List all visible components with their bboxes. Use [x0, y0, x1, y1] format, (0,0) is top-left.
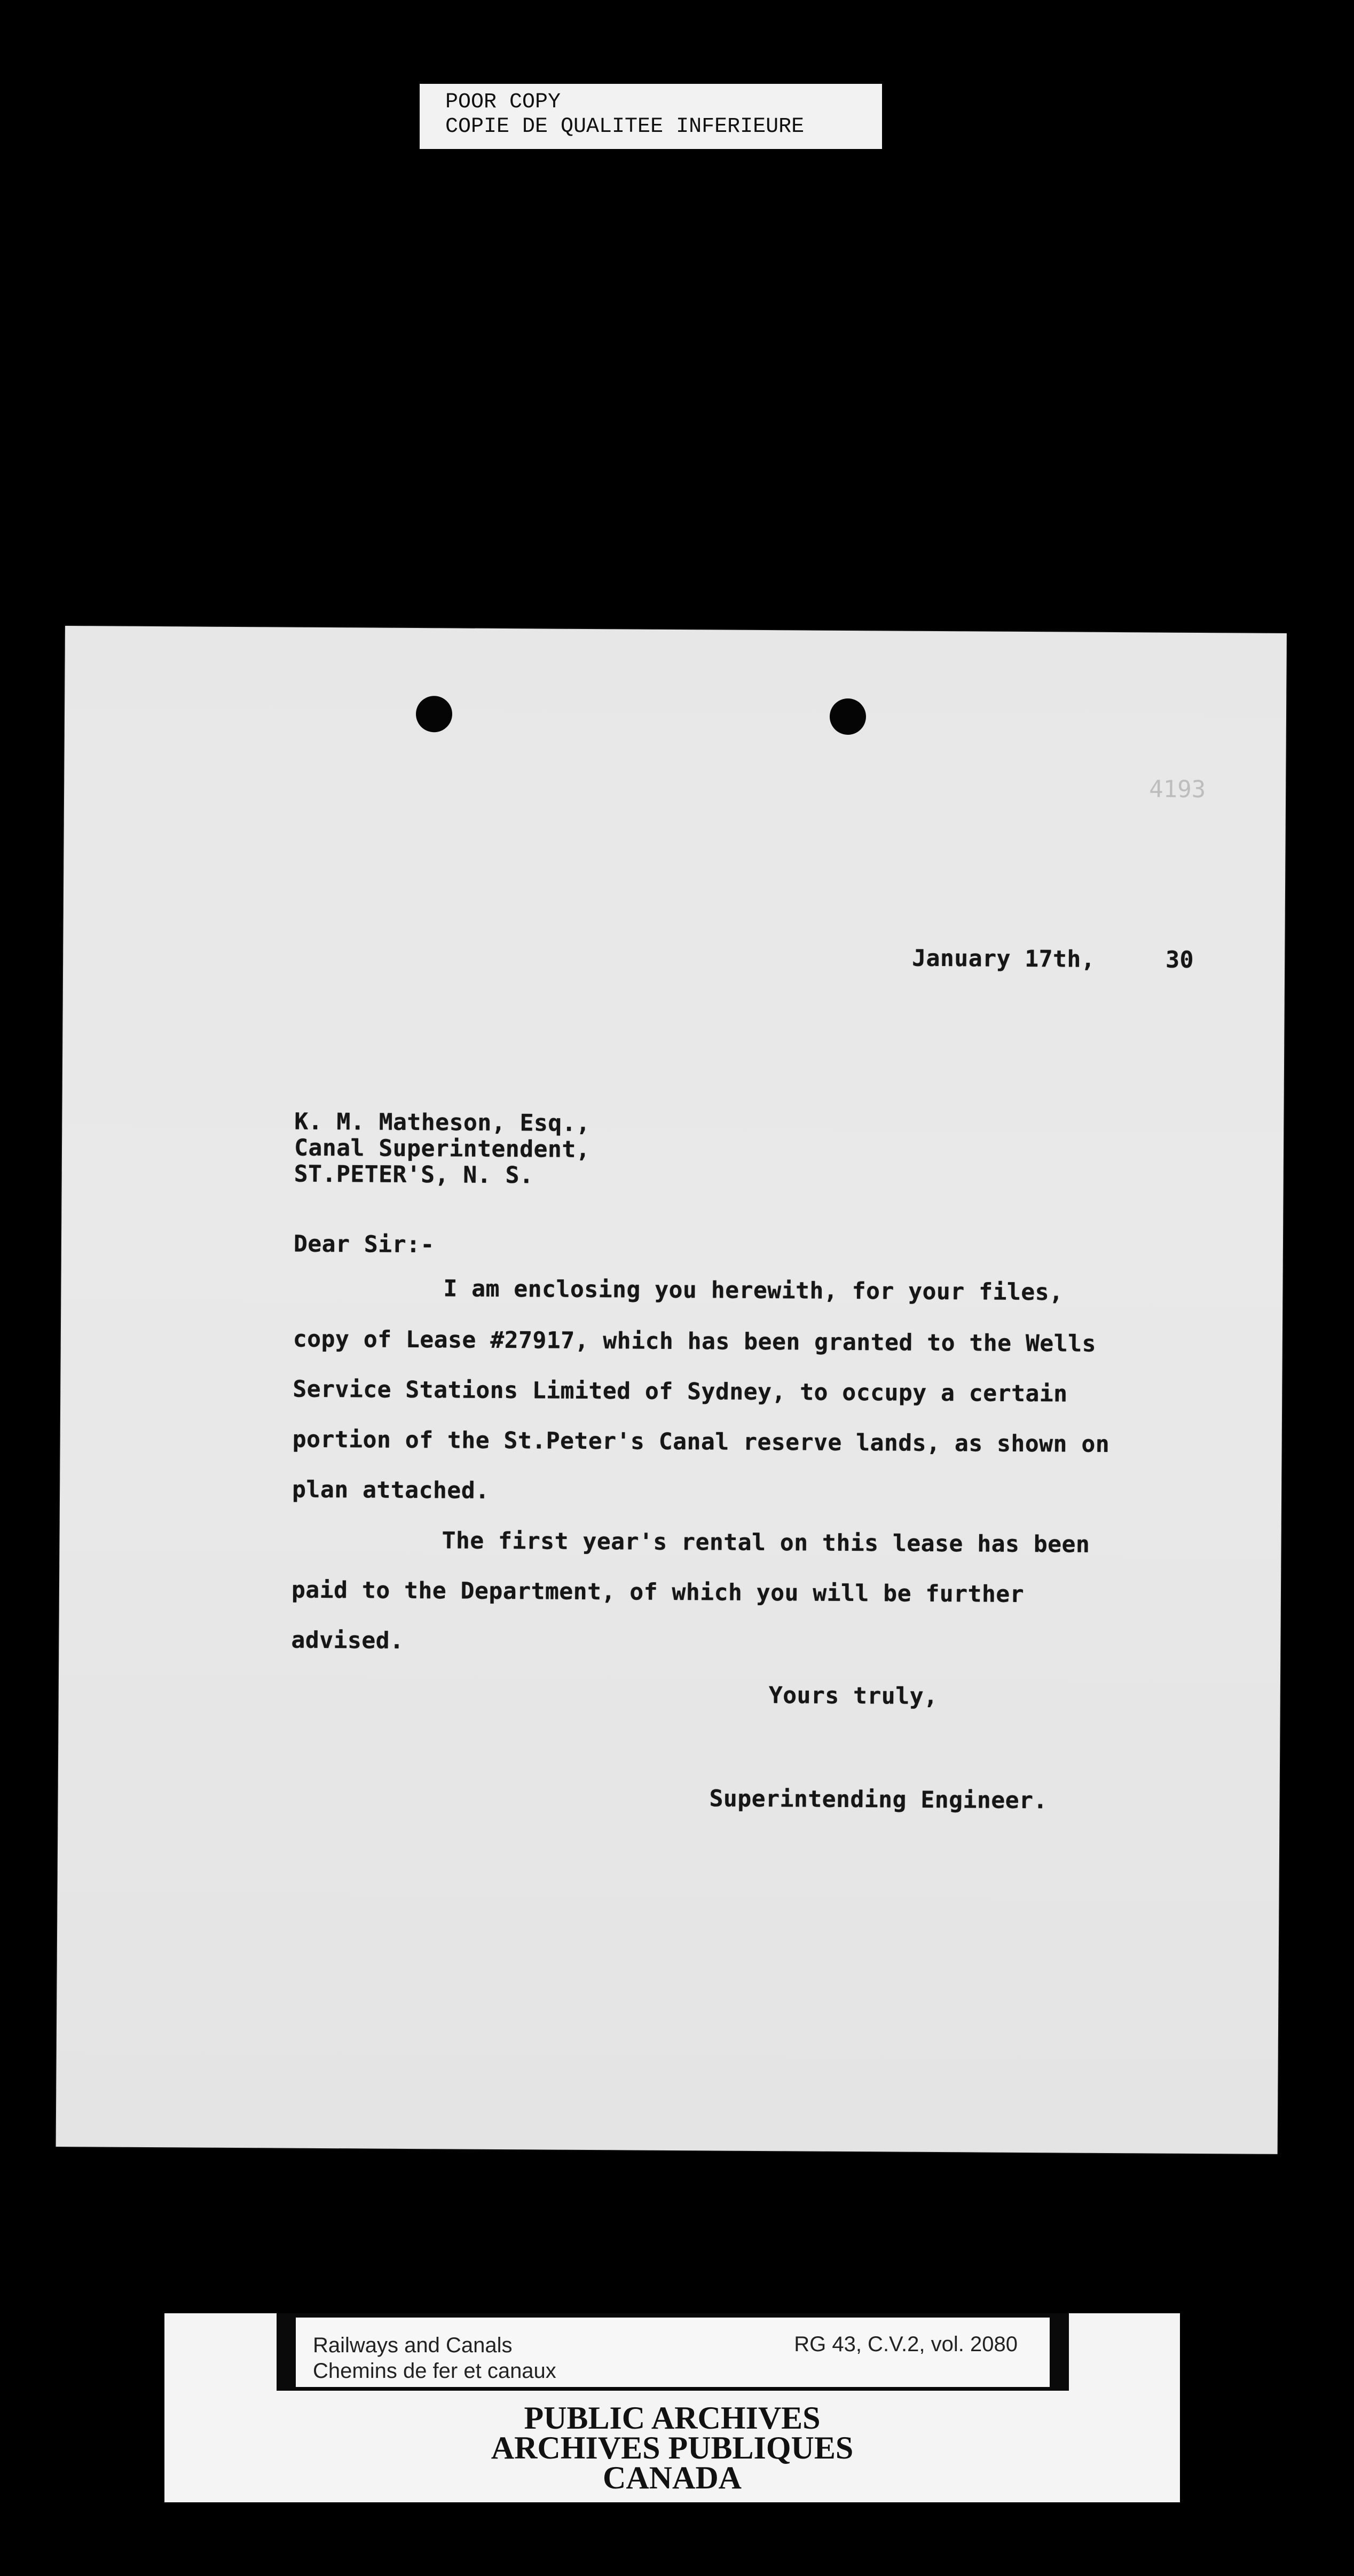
reference-label: [296, 2318, 1050, 2387]
body-line: The first year's rental on this lease has been: [442, 1527, 1090, 1558]
addressee-location: ST.PETER'S, N. S.: [294, 1160, 534, 1189]
poor-copy-line-2: COPIE DE QUALITEE INFERIEURE: [445, 115, 805, 139]
closing: Yours truly,: [768, 1682, 938, 1710]
punch-hole-left-icon: [416, 696, 452, 732]
body-line: Service Stations Limited of Sydney, to occupy a certain: [293, 1376, 1068, 1408]
department-fr: Chemins de fer et canaux: [313, 2359, 556, 2383]
body-line: portion of the St.Peter's Canal reserve lands, as shown on: [292, 1426, 1110, 1458]
body-line: I am enclosing you herewith, for your files,: [443, 1275, 1064, 1306]
record-group-reference: RG 43, C.V.2, vol. 2080: [794, 2332, 1018, 2356]
addressee-title: Canal Superintendent,: [294, 1134, 591, 1164]
department-names: [313, 2332, 556, 2384]
department-en: Railways and Canals: [313, 2334, 513, 2357]
punch-hole-right-icon: [830, 698, 866, 735]
archive-title-en: PUBLIC ARCHIVES: [524, 2400, 821, 2436]
signature-title: Superintending Engineer.: [709, 1785, 1048, 1815]
poor-copy-label: [420, 84, 882, 149]
body-line: plan attached.: [292, 1476, 490, 1504]
addressee-name: K. M. Matheson, Esq.,: [294, 1108, 591, 1137]
letter-date: January 17th, 30: [912, 945, 1194, 973]
body-line: advised.: [291, 1627, 404, 1654]
stamp-number: 4193: [1149, 775, 1206, 804]
salutation: Dear Sir:-: [293, 1230, 435, 1259]
body-line: copy of Lease #27917, which has been granted to the Wells: [293, 1325, 1097, 1357]
poor-copy-line-1: POOR COPY: [445, 90, 561, 114]
archive-title-fr: ARCHIVES PUBLIQUES: [491, 2430, 854, 2465]
archive-footer-card: [164, 2313, 1180, 2502]
archive-title: [164, 2400, 1180, 2495]
archive-title-country: CANADA: [603, 2460, 742, 2495]
reference-strip: [277, 2313, 1069, 2391]
letter-page: [56, 626, 1287, 2154]
body-line: paid to the Department, of which you will be further: [291, 1576, 1025, 1608]
